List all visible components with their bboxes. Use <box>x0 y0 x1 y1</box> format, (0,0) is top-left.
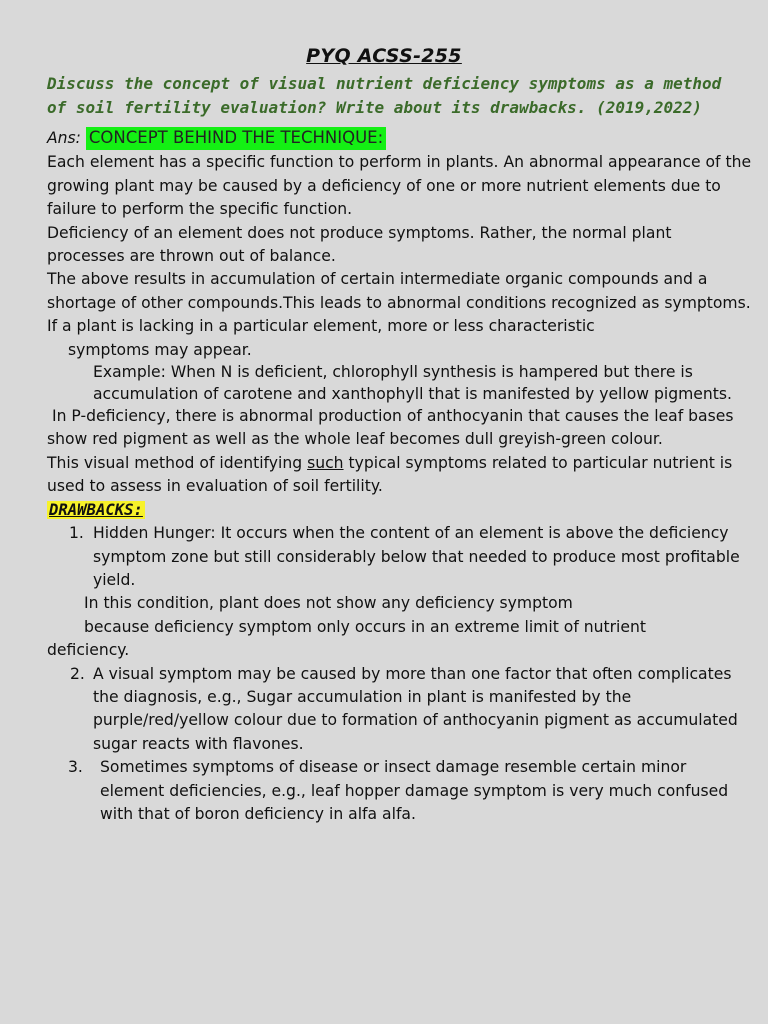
document-title: PYQ ACSS-255 <box>306 45 462 67</box>
drawback-number-2: 2. <box>70 664 85 683</box>
drawback-1-cont-c: deficiency. <box>47 641 130 660</box>
paragraph-6 <box>47 452 752 499</box>
paragraph-2: Deficiency of an element does not produce symptoms. Rather, the normal plant processes are thrown out of balance. <box>47 223 672 266</box>
question-text: Discuss the concept of visual nutrient deficiency symptoms as a method of soil fertility evaluation? Write about its drawbacks. (2019,2022) <box>47 74 722 117</box>
answer-heading-line <box>47 126 752 150</box>
paragraph-3: The above results in accumulation of certain intermediate organic compounds and a shortage of other compounds.This leads to abnormal conditions recognized as symptoms. <box>47 270 751 312</box>
drawback-text-3: Sometimes symptoms of disease or insect damage resemble certain minor element deficiencies, e.g., leaf hopper damage symptom is very much confused with that of boron deficiency in alfa alfa. <box>100 758 729 823</box>
drawbacks-heading: DRAWBACKS: <box>49 500 143 519</box>
paragraph-5: In P-deficiency, there is abnormal production of anthocyanin that causes the leaf bases show red pigment as well as the whole leaf becomes dull greyish-green colour. <box>47 407 739 449</box>
drawback-number-3: 3. <box>68 758 83 777</box>
paragraph-1: Each element has a specific function to perform in plants. An abnormal appearance of the growing plant may be caused by a deficiency of one or more nutrient elements due to failure to perform the specific function. <box>47 153 752 219</box>
drawback-item-2 <box>47 663 752 757</box>
drawback-text-2: A visual symptom may be caused by more than one factor that often complicates the diagnosis, e.g., Sugar accumulation in plant is manifested by the purple/red/yellow colour due to formation of anthocyanin pigment as accumulated sugar reacts with flavones. <box>93 664 738 753</box>
concept-heading: CONCEPT BEHIND THE TECHNIQUE: <box>86 127 386 150</box>
paragraph-6-start: This visual method of identifying <box>47 453 308 472</box>
paragraph-6-end: typical symptoms related to particular nutrient is used to assess in evaluation of soil fertility. <box>47 453 738 496</box>
bullet-text: Example: When N is deficient, chlorophyll synthesis is hampered but there is accumulation of carotene and xanthophyll that is manifested by yellow pigments. <box>93 363 732 403</box>
drawback-item-3 <box>47 756 752 826</box>
bullet-item <box>47 362 752 405</box>
underlined-word: such <box>307 453 344 472</box>
paragraph-4a: If a plant is lacking in a particular element, more or less characteristic <box>47 317 595 336</box>
drawbacks-heading-line <box>47 499 752 522</box>
drawback-item-1 <box>47 522 752 592</box>
answer-label: Ans: <box>47 129 81 147</box>
drawback-text-1: Hidden Hunger: It occurs when the content of an element is above the deficiency symptom zone but still considerably below that needed to produce most profitable yield. <box>93 524 740 589</box>
drawback-1-cont-b: because deficiency symptom only occurs in an extreme limit of nutrient <box>84 617 646 636</box>
paragraph-4b: symptoms may appear. <box>68 340 252 359</box>
drawback-number-1: 1. <box>69 524 84 543</box>
drawback-1-cont-a: In this condition, plant does not show any deficiency symptom <box>84 594 573 613</box>
answer-section <box>47 126 752 826</box>
